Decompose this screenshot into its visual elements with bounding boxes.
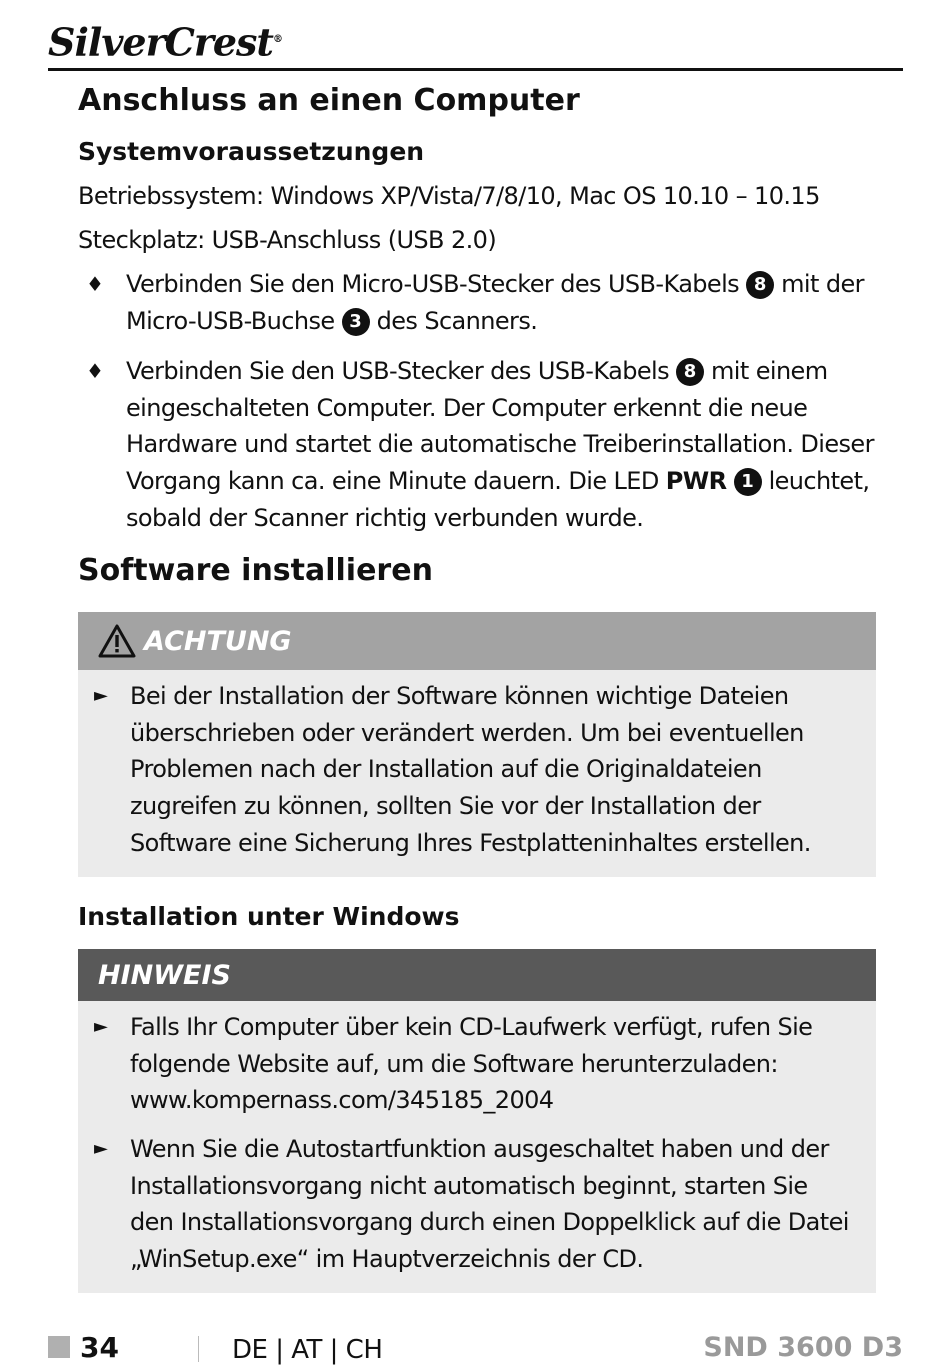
warning-header [78,612,876,670]
arrow-bullet-icon: ► [94,685,108,707]
list-item: ♦ Verbinden Sie den Micro-USB-Stecker des USB-Kabels 8 mit der Micro-USB-Buchse 3 des Scanners. [78,266,878,339]
note-box [78,949,876,1293]
os-requirement: Betriebssystem: Windows XP/Vista/7/8/10, Mac OS 10.10 – 10.15 [78,182,820,210]
list-item: ► Bei der Installation der Software können wichtige Dateien überschrieben oder verändert werden. Um bei eventuellen Problemen nach der Installation auf die Originaldateien zugreifen zu können, sollten Sie vor der Installation der Software eine Sicherung Ihres Festplatteninhaltes erstellen. [88,678,856,861]
brand-logo: SilverCrest® [48,19,282,65]
note-label: HINWEIS [98,959,231,991]
arrow-bullet-icon: ► [94,1016,108,1038]
section-title-computer: Anschluss an einen Computer [78,83,580,118]
country-codes: DE | AT | CH [232,1335,383,1365]
header-divider [48,68,903,71]
callout-number: 3 [342,308,370,336]
footer-divider [198,1336,199,1362]
note-header [78,949,876,1001]
callout-number: 8 [676,358,704,386]
model-number: SND 3600 D3 [703,1332,903,1363]
warning-box [78,612,876,877]
slot-requirement: Steckplatz: USB-Anschluss (USB 2.0) [78,226,497,254]
page-number: 34 [80,1331,119,1364]
list-item: ► Falls Ihr Computer über kein CD-Laufwerk verfügt, rufen Sie folgende Website auf, um die Software herunterzuladen: www.kompernass.com/345185_2004 [88,1009,856,1119]
section-title-software: Software installieren [78,553,433,589]
page-marker-square-icon [48,1336,70,1358]
subsection-title-requirements: Systemvoraussetzungen [78,137,425,166]
page-content [78,80,878,1293]
arrow-bullet-icon: ► [94,1137,108,1159]
subsection-title-windows: Installation unter Windows [78,902,460,932]
page-footer [48,1330,903,1366]
list-item: ♦ Verbinden Sie den USB-Stecker des USB-Kabels 8 mit einem eingeschalteten Computer. Der Computer erkennt die neue Hardware und startet die automatische Treiberinstallation. Dieser Vorgang kann ca. eine Minute dauern. Die LED PWR 1 leuchtet, sobald der Scanner richtig verbunden wurde. [78,353,878,536]
led-label: PWR [665,466,727,495]
list-item: ► Wenn Sie die Autostartfunktion ausgeschaltet haben und der Installationsvorgang nicht automatisch beginnt, starten Sie den Installationsvorgang durch einen Doppelklick auf die Datei „WinSetup.exe“ im Hauptverzeichnis der CD. [88,1131,856,1277]
warning-triangle-icon [98,624,136,658]
warning-label: ACHTUNG [144,625,292,657]
callout-number: 1 [734,468,762,496]
diamond-bullet-icon: ♦ [86,272,104,296]
connection-steps [78,266,878,536]
diamond-bullet-icon: ♦ [86,359,104,384]
callout-number: 8 [746,271,774,299]
